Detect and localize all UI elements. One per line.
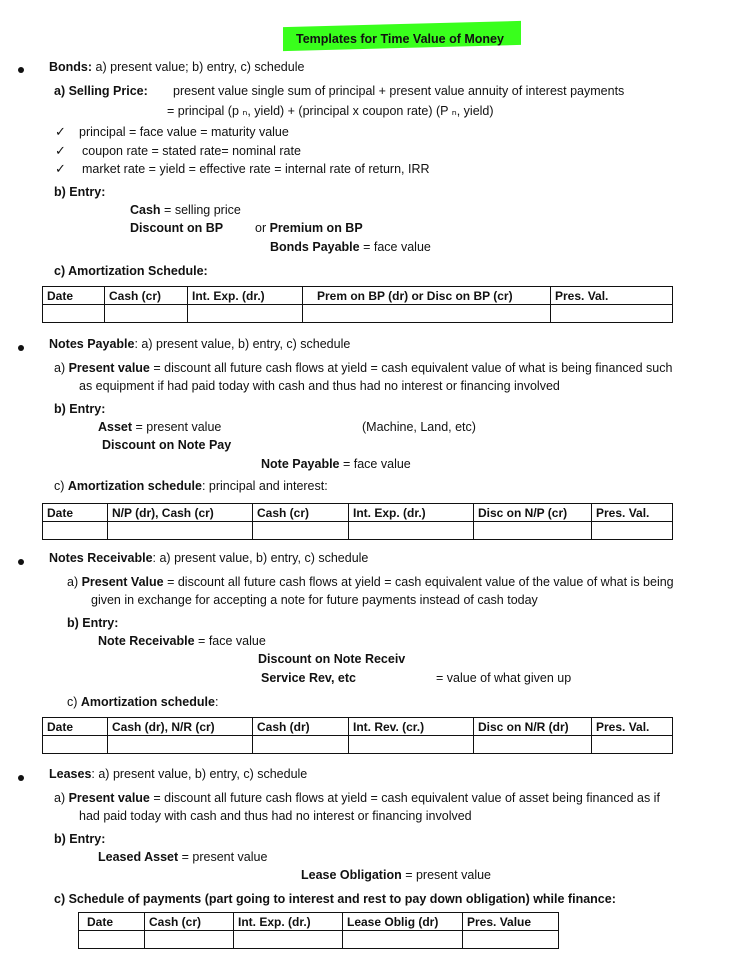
leases-heading: Leases: a) present value, b) entry, c) schedule xyxy=(49,767,308,781)
table-header-cell: Lease Oblig (dr) xyxy=(343,913,463,931)
bullet-bonds xyxy=(18,67,24,73)
table-header-row xyxy=(79,913,559,931)
bonds-a-formula: = principal (p ₙ, yield) + (principal x coupon rate) (P ₙ, yield) xyxy=(167,104,494,118)
table-header-cell: Cash (cr) xyxy=(145,913,234,931)
leases-obligation-line: Lease Obligation = present value xyxy=(301,868,492,882)
table-header-cell: Disc on N/R (dr) xyxy=(474,718,592,736)
bonds-payable-line: Bonds Payable = face value xyxy=(270,240,431,254)
table-header-cell: Cash (dr), N/R (cr) xyxy=(108,718,253,736)
nr-note-receivable-line: Note Receivable = face value xyxy=(98,634,266,648)
bonds-cash-line: Cash = selling price xyxy=(130,203,241,217)
table-header-cell: Pres. Val. xyxy=(551,287,673,305)
table-header-cell: Pres. Val. xyxy=(592,718,673,736)
bonds-a-label: a) Selling Price: xyxy=(54,84,148,98)
table-header-cell: N/P (dr), Cash (cr) xyxy=(108,504,253,522)
bonds-check-2: coupon rate = stated rate= nominal rate xyxy=(82,144,301,158)
nr-a-line1: a) Present Value = discount all future cash flows at yield = cash equivalent value of the value of what is being xyxy=(67,575,674,589)
bonds-c-label: c) Amortization Schedule: xyxy=(54,264,208,278)
table-header-cell: Cash (dr) xyxy=(253,718,349,736)
np-heading: Notes Payable: a) present value, b) entry, c) schedule xyxy=(49,337,351,351)
table-header-cell: Cash (cr) xyxy=(105,287,188,305)
table-header-cell: Date xyxy=(43,718,108,736)
leases-b-label: b) Entry: xyxy=(54,832,106,846)
table-header-cell: Pres. Val. xyxy=(592,504,673,522)
leases-asset-line: Leased Asset = present value xyxy=(98,850,268,864)
nr-c-label: c) Amortization schedule: xyxy=(67,695,219,709)
nr-value-given: = value of what given up xyxy=(436,671,572,685)
page-title: Templates for Time Value of Money xyxy=(296,32,504,46)
leases-schedule-table xyxy=(78,912,559,949)
np-amortization-table xyxy=(42,503,673,540)
np-discount: Discount on Note Pay xyxy=(102,438,232,452)
bonds-check-3: market rate = yield = effective rate = internal rate of return, IRR xyxy=(82,162,430,176)
table-header-cell: Pres. Value xyxy=(463,913,559,931)
leases-a-line2: had paid today with cash and thus had no interest or financing involved xyxy=(79,809,472,823)
np-note-payable-line: Note Payable = face value xyxy=(261,457,411,471)
table-header-row xyxy=(43,504,673,522)
nr-a-line2: given in exchange for accepting a note for future payments instead of cash today xyxy=(91,593,538,607)
table-header-cell: Date xyxy=(43,287,105,305)
bonds-premium-line: or Premium on BP xyxy=(255,221,363,235)
np-asset-note: (Machine, Land, etc) xyxy=(362,420,476,434)
bonds-check-1: principal = face value = maturity value xyxy=(79,125,289,139)
bullet-notes-payable xyxy=(18,345,24,351)
leases-a-line1: a) Present value = discount all future cash flows at yield = cash equivalent value of asset being financed as if xyxy=(54,791,660,805)
nr-service: Service Rev, etc xyxy=(261,671,356,685)
table-header-cell: Date xyxy=(79,913,145,931)
table-header-row xyxy=(43,287,673,305)
table-header-cell: Int. Exp. (dr.) xyxy=(234,913,343,931)
table-header-cell: Cash (cr) xyxy=(253,504,349,522)
bonds-amortization-table xyxy=(42,286,673,323)
bullet-leases xyxy=(18,775,24,781)
bullet-notes-receivable xyxy=(18,559,24,565)
table-header-row xyxy=(43,718,673,736)
table-header-cell: Int. Rev. (cr.) xyxy=(349,718,474,736)
table-header-cell: Prem on BP (dr) or Disc on BP (cr) xyxy=(303,287,551,305)
np-asset-line: Asset = present value xyxy=(98,420,222,434)
table-row xyxy=(43,736,673,754)
table-header-cell: Disc on N/P (cr) xyxy=(474,504,592,522)
np-b-label: b) Entry: xyxy=(54,402,106,416)
nr-heading: Notes Receivable: a) present value, b) entry, c) schedule xyxy=(49,551,369,565)
bonds-b-label: b) Entry: xyxy=(54,185,106,199)
bonds-discount: Discount on BP xyxy=(130,221,224,235)
table-row xyxy=(79,931,559,949)
bonds-a-text: present value single sum of principal + present value annuity of interest payments xyxy=(173,84,625,98)
np-a-line2: as equipment if had paid today with cash and thus had no interest or financing involved xyxy=(79,379,560,393)
table-header-cell: Int. Exp. (dr.) xyxy=(349,504,474,522)
table-row xyxy=(43,305,673,323)
check-icon: ✓ xyxy=(55,161,66,176)
np-c-label: c) Amortization schedule: principal and interest: xyxy=(54,479,328,493)
table-header-cell: Date xyxy=(43,504,108,522)
table-header-cell: Int. Exp. (dr.) xyxy=(188,287,303,305)
check-icon: ✓ xyxy=(55,124,66,139)
np-a-line1: a) Present value = discount all future cash flows at yield = cash equivalent value of what is being financed such xyxy=(54,361,673,375)
table-row xyxy=(43,522,673,540)
nr-discount: Discount on Note Receiv xyxy=(258,652,406,666)
nr-amortization-table xyxy=(42,717,673,754)
nr-b-label: b) Entry: xyxy=(67,616,119,630)
bonds-heading: Bonds: a) present value; b) entry, c) schedule xyxy=(49,60,305,74)
check-icon: ✓ xyxy=(55,143,66,158)
leases-c-label: c) Schedule of payments (part going to interest and rest to pay down obligation) while finance: xyxy=(54,892,616,906)
